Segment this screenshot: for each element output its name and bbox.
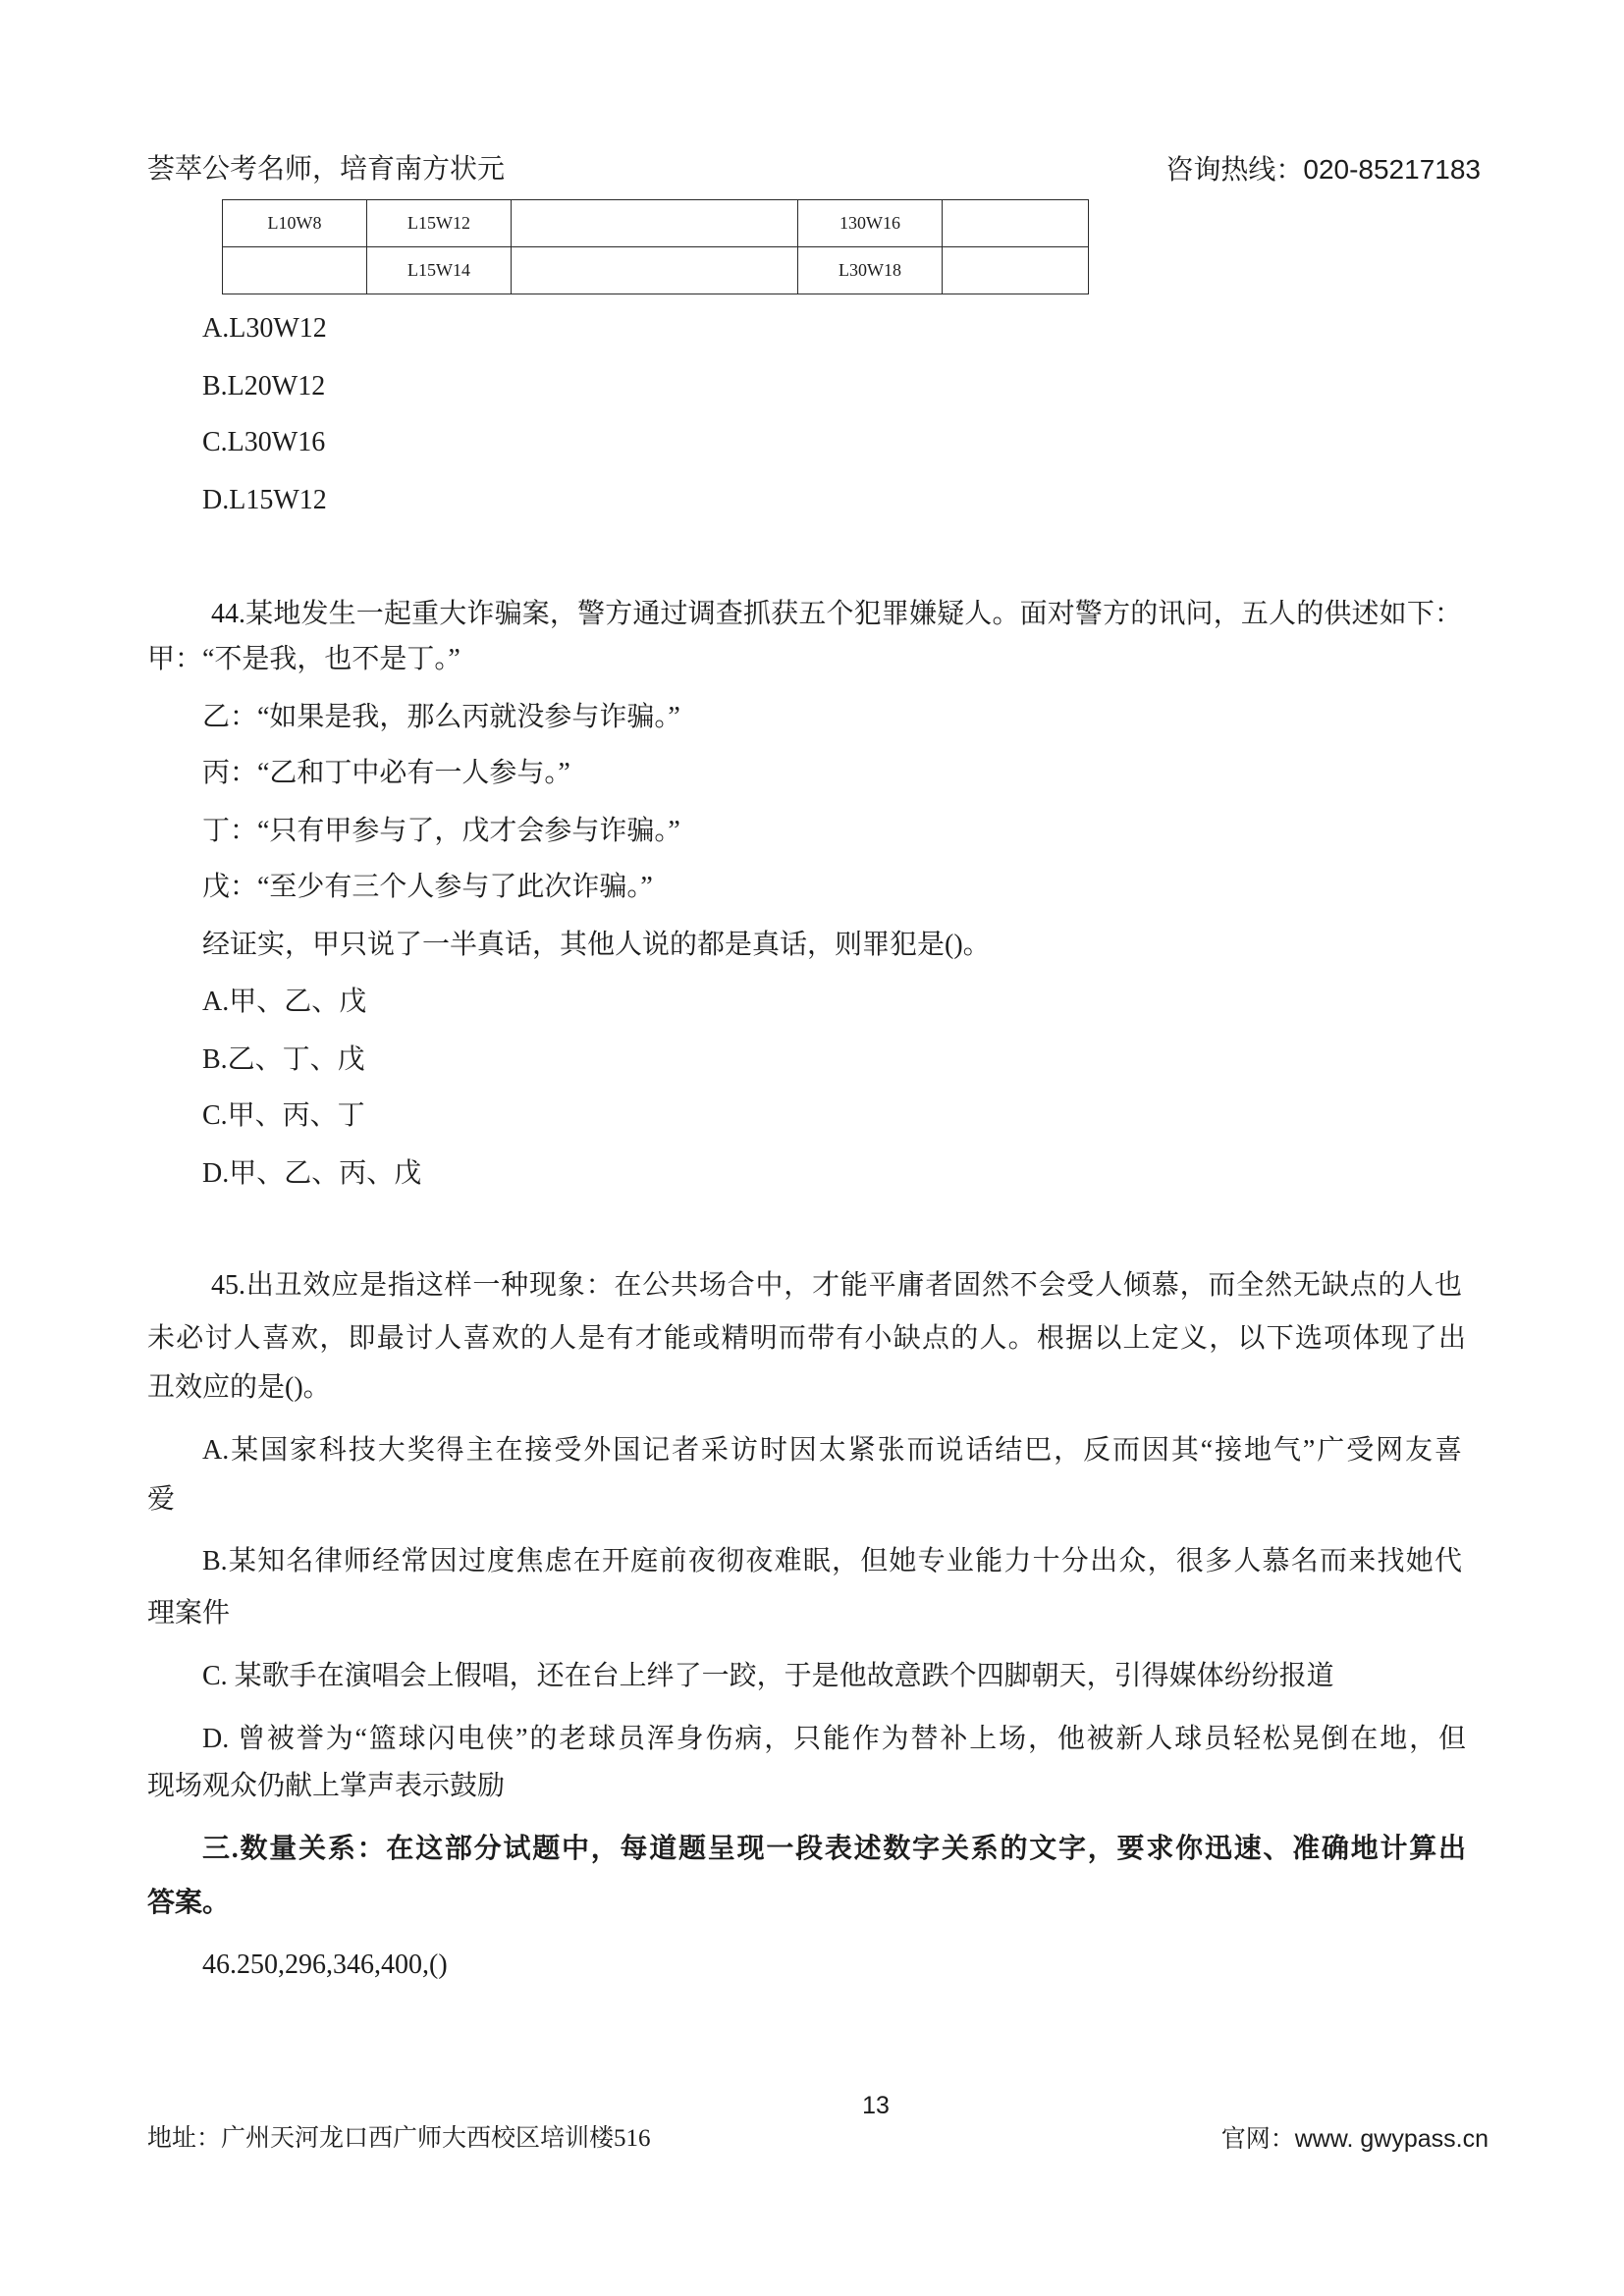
q45-stem-line: 45.出丑效应是指这样一种现象：在公共场合中，才能平庸者固然不会受人倾慕，而全然无缺点的人也 bbox=[211, 1270, 1462, 1301]
q44-option-b: B.乙、丁、戊 bbox=[202, 1044, 365, 1075]
table-cell: L30W18 bbox=[798, 247, 943, 294]
table-cell: L15W12 bbox=[367, 200, 512, 247]
q45-option-b: B.某知名律师经常因过度焦虑在开庭前夜彻夜难眠，但她专业能力十分出众，很多人慕名而来找她代 bbox=[202, 1546, 1462, 1576]
q43-option-c: C.L30W16 bbox=[202, 427, 326, 457]
q44-option-c: C.甲、丙、丁 bbox=[202, 1100, 365, 1131]
q43-option-a: A.L30W12 bbox=[202, 313, 327, 344]
q44-stem-line: 44.某地发生一起重大诈骗案，警方通过调查抓获五个犯罪嫌疑人。面对警方的讯问，五人的供述如下： bbox=[211, 599, 1462, 629]
footer-website: 官网：www. gwypass.cn bbox=[1220, 2125, 1489, 2153]
table-cell bbox=[943, 200, 1089, 247]
q44-option-d: D.甲、乙、丙、戊 bbox=[202, 1158, 422, 1189]
table-cell: L15W14 bbox=[367, 247, 512, 294]
page-number: 13 bbox=[862, 2092, 890, 2119]
option-table bbox=[222, 199, 1089, 294]
footer-address: 地址：广州天河龙口西广师大西校区培训楼516 bbox=[147, 2125, 651, 2152]
q45-option-d-continued: 现场观众仍献上掌声表示鼓励 bbox=[147, 1771, 506, 1801]
q45-option-d: D. 曾被誉为“篮球闪电侠”的老球员浑身伤病，只能作为替补上场，他被新人球员轻松晃倒在地，但 bbox=[202, 1724, 1466, 1754]
q44-stem-line: 甲：“不是我，也不是丁。” bbox=[147, 644, 460, 674]
section-heading-continued: 答案。 bbox=[147, 1888, 231, 1918]
table-row bbox=[223, 247, 1089, 294]
q44-option-a: A.甲、乙、戊 bbox=[202, 987, 367, 1017]
q45-stem-line: 丑效应的是()。 bbox=[147, 1372, 331, 1403]
table-cell bbox=[943, 247, 1089, 294]
q44-statement: 丁：“只有甲参与了，戊才会参与诈骗。” bbox=[202, 816, 680, 846]
table-cell: 130W16 bbox=[798, 200, 943, 247]
header-slogan: 荟萃公考名师，培育南方状元 bbox=[147, 154, 506, 185]
q44-statement: 戊：“至少有三个人参与了此次诈骗。” bbox=[202, 872, 653, 902]
table-cell bbox=[512, 200, 798, 247]
q46-stem: 46.250,296,346,400,() bbox=[202, 1949, 448, 1980]
q45-stem-line: 未必讨人喜欢，即最讨人喜欢的人是有才能或精明而带有小缺点的人。根据以上定义，以下选项体现了出 bbox=[147, 1323, 1466, 1354]
header-hotline: 咨询热线：020-85217183 bbox=[1165, 154, 1481, 185]
table-cell bbox=[223, 247, 367, 294]
q45-option-c: C. 某歌手在演唱会上假唱，还在台上绊了一跤，于是他故意跌个四脚朝天，引得媒体纷纷报道 bbox=[202, 1661, 1334, 1691]
table-cell bbox=[512, 247, 798, 294]
q45-option-a-continued: 爱 bbox=[147, 1484, 176, 1515]
q44-question: 经证实，甲只说了一半真话，其他人说的都是真话，则罪犯是()。 bbox=[202, 930, 991, 960]
q45-option-a: A.某国家科技大奖得主在接受外国记者采访时因太紧张而说话结巴，反而因其“接地气”广受网友喜 bbox=[202, 1435, 1462, 1466]
table-cell: L10W8 bbox=[223, 200, 367, 247]
q44-statement: 丙：“乙和丁中必有一人参与。” bbox=[202, 758, 570, 788]
q43-option-d: D.L15W12 bbox=[202, 485, 327, 515]
section-heading: 三.数量关系：在这部分试题中，每道题呈现一段表述数字关系的文字，要求你迅速、准确地计算出 bbox=[202, 1834, 1466, 1864]
q44-statement: 乙：“如果是我，那么丙就没参与诈骗。” bbox=[202, 702, 680, 732]
q43-option-b: B.L20W12 bbox=[202, 371, 326, 401]
table-row bbox=[223, 200, 1089, 247]
q45-option-b-continued: 理案件 bbox=[147, 1598, 231, 1629]
